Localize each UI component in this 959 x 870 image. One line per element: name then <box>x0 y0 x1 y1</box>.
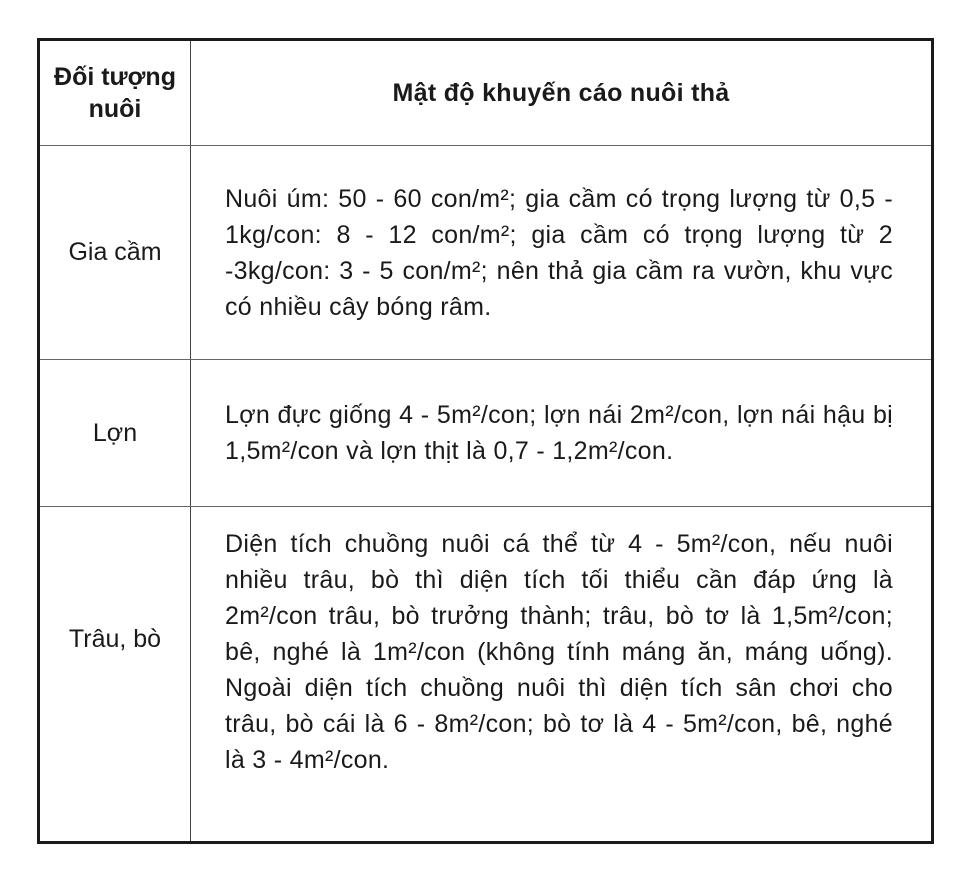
header-density-text: Mật độ khuyến cáo nuôi thả <box>392 79 730 107</box>
table-row-subject <box>40 360 190 506</box>
table-row-density <box>191 507 931 841</box>
density-cattle: Diện tích chuồng nuôi cá thể từ 4 - 5m²/con, nếu nuôi nhiều trâu, bò thì diện tích tối thiểu cần đáp ứng là 2m²/con trâu, bò trưởng thành; trâu, bò tơ là 1,5m²/con; bê, nghé là 1m²/con (không tính máng ăn, máng uống). Ngoài diện tích chuồng nuôi thì diện tích sân chơi cho trâu, bò cái là 6 - 8m²/con; bò tơ là 4 - 5m²/con, bê, nghé là 3 - 4m²/con. <box>225 530 893 774</box>
table-row-subject <box>40 146 190 359</box>
table-row-subject <box>40 507 190 841</box>
livestock-density-table <box>37 38 934 844</box>
density-poultry: Nuôi úm: 50 - 60 con/m²; gia cầm có trọng lượng từ 0,5 - 1kg/con: 8 - 12 con/m²; gia cầm có trọng lượng từ 2 -3kg/con: 3 - 5 con/m²; nên thả gia cầm ra vườn, khu vực có nhiều cây bóng râm. <box>225 184 893 321</box>
table-row-density <box>191 360 931 506</box>
subject-poultry: Gia cầm <box>68 238 162 266</box>
table-row-density <box>191 146 931 359</box>
header-density <box>191 41 931 145</box>
subject-pig: Lợn <box>92 418 138 447</box>
subject-cattle: Trâu, bò <box>68 624 162 653</box>
density-pig: Lợn đực giống 4 - 5m²/con; lợn nái 2m²/con, lợn nái hậu bị 1,5m²/con và lợn thịt là 0,7 - 1,2m²/con. <box>225 401 893 465</box>
header-subject <box>40 41 190 145</box>
header-subject-text: Đối tượng nuôi <box>54 63 176 123</box>
